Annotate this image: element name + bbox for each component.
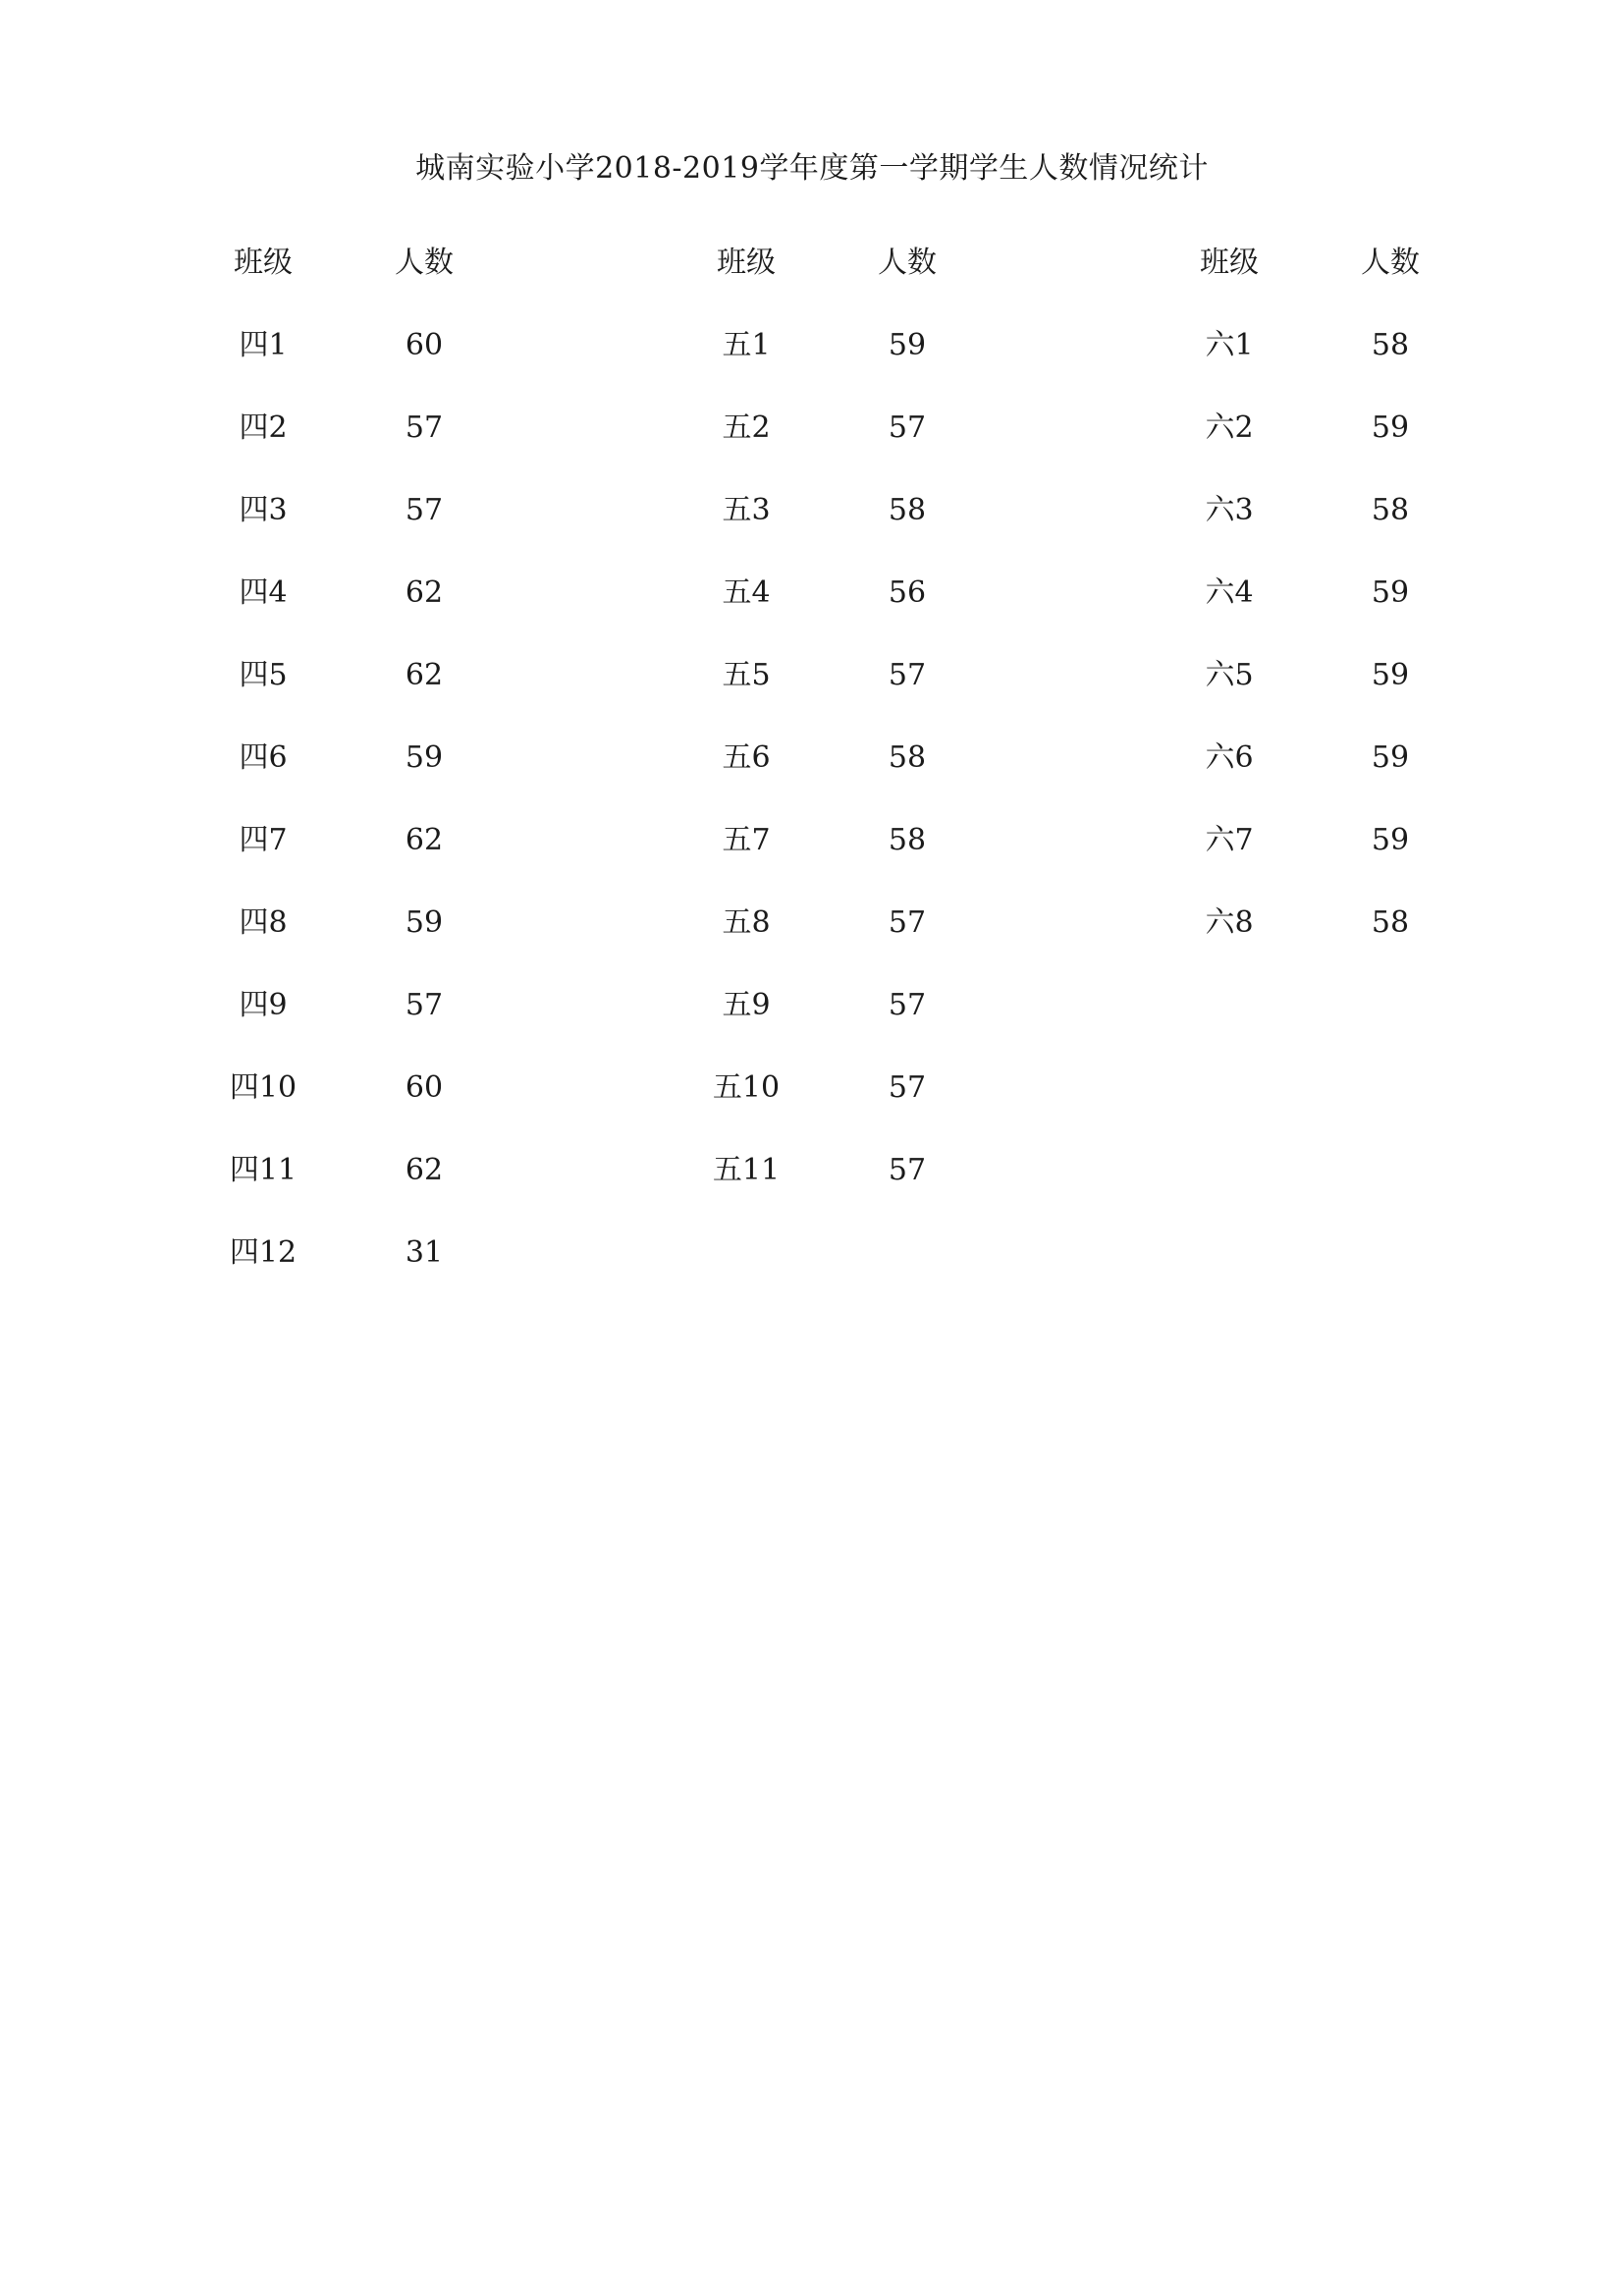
class-name-cell: 六5 <box>1205 658 1254 692</box>
table-row <box>687 409 982 491</box>
student-count-cell: 58 <box>888 823 927 857</box>
student-count-cell: 57 <box>888 1153 927 1187</box>
table-row <box>687 1068 982 1151</box>
class-name-cell: 六1 <box>1205 328 1254 362</box>
student-count-cell: 58 <box>1371 905 1410 940</box>
student-count-cell: 62 <box>405 575 444 610</box>
student-count-cell: 57 <box>888 988 927 1022</box>
table-header <box>1170 244 1465 326</box>
grade-five-table <box>687 244 982 1233</box>
table-row <box>1170 326 1465 409</box>
student-count-cell: 59 <box>1371 740 1410 775</box>
table-row <box>687 986 982 1068</box>
student-count-cell: 57 <box>888 905 927 940</box>
student-count-cell: 58 <box>888 493 927 527</box>
class-name-cell: 四11 <box>229 1153 298 1187</box>
student-count-cell: 57 <box>405 988 444 1022</box>
table-row <box>687 326 982 409</box>
class-name-cell: 五4 <box>722 575 771 610</box>
class-name-cell: 六4 <box>1205 575 1254 610</box>
student-count-cell: 58 <box>1371 493 1410 527</box>
class-name-cell: 四4 <box>239 575 288 610</box>
class-name-cell: 五6 <box>722 740 771 775</box>
student-count-cell: 60 <box>405 1070 444 1105</box>
class-name-cell: 四5 <box>239 658 288 692</box>
student-count-cell: 57 <box>888 658 927 692</box>
page-title: 城南实验小学2018-2019学年度第一学期学生人数情况统计 <box>415 151 1209 186</box>
student-count-cell: 58 <box>1371 328 1410 362</box>
student-count-cell: 56 <box>888 575 927 610</box>
table-row <box>204 1151 499 1233</box>
student-count-cell: 59 <box>1371 658 1410 692</box>
class-name-cell: 五8 <box>722 905 771 940</box>
header-count-label: 人数 <box>1361 246 1420 280</box>
class-name-cell: 五2 <box>722 410 771 445</box>
table-row <box>687 574 982 656</box>
header-count-label: 人数 <box>878 246 937 280</box>
class-name-cell: 五1 <box>722 328 771 362</box>
table-row <box>204 986 499 1068</box>
class-name-cell: 六8 <box>1205 905 1254 940</box>
student-count-cell: 59 <box>1371 575 1410 610</box>
class-name-cell: 四6 <box>239 740 288 775</box>
class-name-cell: 四12 <box>229 1235 298 1270</box>
student-count-cell: 57 <box>888 410 927 445</box>
student-count-cell: 58 <box>888 740 927 775</box>
table-row <box>204 326 499 409</box>
table-row <box>1170 821 1465 903</box>
table-row <box>204 491 499 574</box>
student-count-cell: 62 <box>405 658 444 692</box>
class-name-cell: 六6 <box>1205 740 1254 775</box>
class-name-cell: 六3 <box>1205 493 1254 527</box>
table-row <box>1170 656 1465 738</box>
class-name-cell: 五5 <box>722 658 771 692</box>
header-count-label: 人数 <box>395 246 454 280</box>
table-row <box>1170 903 1465 986</box>
student-count-cell: 59 <box>1371 410 1410 445</box>
class-name-cell: 六7 <box>1205 823 1254 857</box>
table-row <box>204 1068 499 1151</box>
class-name-cell: 六2 <box>1205 410 1254 445</box>
student-count-cell: 62 <box>405 1153 444 1187</box>
class-name-cell: 四9 <box>239 988 288 1022</box>
class-name-cell: 五9 <box>722 988 771 1022</box>
table-row <box>687 491 982 574</box>
table-row <box>1170 574 1465 656</box>
table-row <box>1170 491 1465 574</box>
class-name-cell: 四3 <box>239 493 288 527</box>
table-row <box>204 903 499 986</box>
student-count-cell: 57 <box>888 1070 927 1105</box>
student-count-cell: 62 <box>405 823 444 857</box>
table-header <box>687 244 982 326</box>
class-name-cell: 四10 <box>229 1070 298 1105</box>
table-header <box>204 244 499 326</box>
header-class-label: 班级 <box>1200 246 1259 280</box>
class-name-cell: 五11 <box>712 1153 781 1187</box>
class-name-cell: 五7 <box>722 823 771 857</box>
student-count-cell: 59 <box>888 328 927 362</box>
grade-four-table <box>204 244 499 1316</box>
student-count-cell: 57 <box>405 410 444 445</box>
student-count-cell: 59 <box>1371 823 1410 857</box>
table-row <box>204 409 499 491</box>
table-row <box>687 903 982 986</box>
student-count-cell: 59 <box>405 740 444 775</box>
table-row <box>204 656 499 738</box>
student-count-cell: 60 <box>405 328 444 362</box>
student-count-cell: 59 <box>405 905 444 940</box>
class-name-cell: 四8 <box>239 905 288 940</box>
class-name-cell: 四2 <box>239 410 288 445</box>
table-row <box>204 1233 499 1316</box>
table-row <box>204 574 499 656</box>
student-count-cell: 31 <box>405 1235 444 1270</box>
table-row <box>1170 738 1465 821</box>
class-name-cell: 五3 <box>722 493 771 527</box>
table-row <box>204 821 499 903</box>
table-row <box>687 1151 982 1233</box>
table-row <box>204 738 499 821</box>
student-count-cell: 57 <box>405 493 444 527</box>
class-name-cell: 四1 <box>239 328 288 362</box>
table-row <box>687 821 982 903</box>
header-class-label: 班级 <box>717 246 776 280</box>
table-row <box>687 738 982 821</box>
header-class-label: 班级 <box>234 246 293 280</box>
class-name-cell: 五10 <box>712 1070 781 1105</box>
table-row <box>687 656 982 738</box>
grade-six-table <box>1170 244 1465 986</box>
table-row <box>1170 409 1465 491</box>
class-name-cell: 四7 <box>239 823 288 857</box>
